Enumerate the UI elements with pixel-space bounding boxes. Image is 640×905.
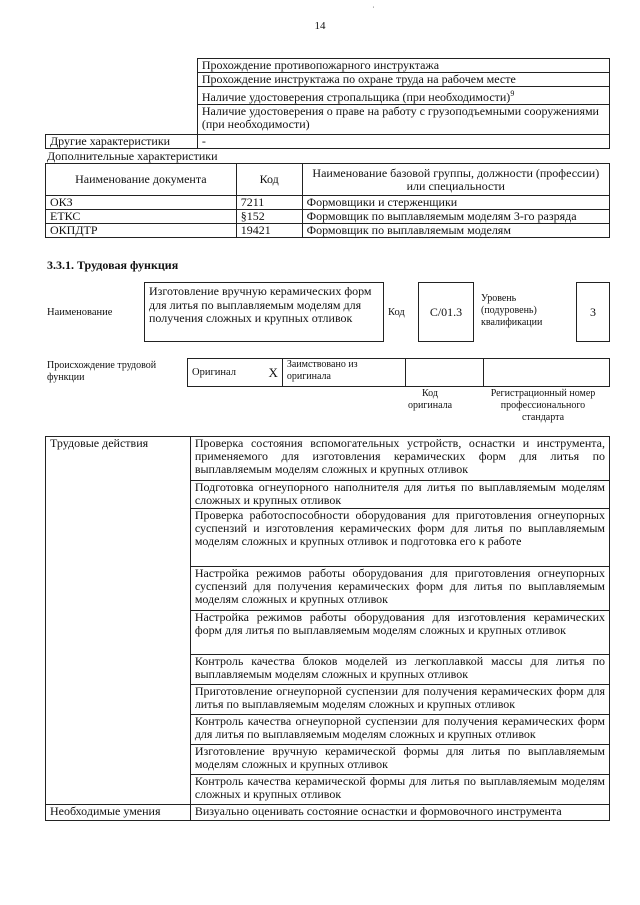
reg-number-label: Регистрационный номер профессионального стандарта (490, 388, 596, 423)
other-characteristics-label: Другие характеристики (46, 135, 198, 149)
additional-title: Дополнительные характеристики (47, 149, 218, 163)
skill-item: Визуально оценивать состояние оснастки и формовочного инструмента (190, 805, 609, 821)
col-header-name: Наименование базовой группы, должности (профессии) или специальности (302, 164, 609, 196)
requirement-item: Наличие удостоверения о праве на работу с грузоподъемными сооружениями (при необходимости) (197, 105, 609, 135)
requirement-item: Прохождение инструктажа по охране труда на рабочем месте (197, 73, 609, 87)
action-item: Контроль качества блоков моделей из легкоплавкой массы для литья по выплавляемым моделям сложных и крупных отливок (190, 655, 609, 685)
skills-label: Необходимые умения (46, 805, 191, 821)
action-item: Контроль качества керамической формы для литья по выплавляемым моделям сложных и крупных отливок (190, 775, 609, 805)
code-label: Код (388, 307, 405, 318)
function-name: Изготовление вручную керамических форм для литья по выплавляемым моделям для получения сложных и крупных отливок (149, 284, 372, 325)
table-row: ОКПДТР 19421 Формовщик по выплавляемым моделям (46, 224, 610, 238)
section-heading: 3.3.1. Трудовая функция (47, 258, 179, 272)
actions-table (45, 436, 610, 821)
footnote-mark: 9 (510, 89, 515, 98)
origin-table (187, 358, 610, 387)
requirements-table (45, 58, 610, 149)
original-cell (188, 359, 283, 387)
level-value: 3 (590, 304, 596, 319)
additional-table (45, 163, 610, 238)
level-value-box (576, 282, 610, 342)
code-original-label: Код оригинала (407, 388, 453, 411)
requirement-item: Наличие удостоверения стропальщика (при необходимости)$^9$ (197, 87, 609, 105)
table-row: ОКЗ 7211 Формовщики и стерженщики (46, 196, 610, 210)
code-original-cell (405, 359, 484, 387)
original-mark: X (268, 365, 278, 380)
name-label: Наименование (47, 307, 113, 318)
reg-number-cell (484, 359, 610, 387)
action-item: Проверка работоспособности оборудования для приготовления огнеупорных суспензий и изготовления керамических форм для литья по выплавляемым моделям сложных и крупных отливок и подготовка его к работе (190, 509, 609, 567)
origin-label: Происхождение трудовой функции (47, 360, 157, 383)
function-code-box (418, 282, 474, 342)
action-item: Настройка режимов работы оборудования для изготовления керамических форм для литья по выплавляемым моделям сложных и крупных отливок (190, 611, 609, 655)
requirement-item: Прохождение противопожарного инструктажа (197, 59, 609, 73)
actions-label: Трудовые действия (46, 437, 191, 805)
col-header-doc: Наименование документа (46, 164, 237, 196)
other-characteristics-value: - (197, 135, 609, 149)
action-item: Настройка режимов работы оборудования для приготовления огнеупорных суспензий для получения керамических форм для литья по выплавляемым моделям сложных и крупных отливок (190, 567, 609, 611)
action-item: Проверка состояния вспомогательных устройств, оснастки и инструмента, применяемого для изготовления керамических форм для литья по выплавляемым моделям сложных и крупных отливок (190, 437, 609, 481)
page-mark: ˙ (372, 5, 375, 14)
requirements-empty-cell (46, 59, 198, 73)
level-label: Уровень (подуровень) квалификации (481, 293, 543, 328)
action-item: Подготовка огнеупорного наполнителя для литья по выплавляемым моделям сложных и крупных отливок (190, 481, 609, 509)
action-item: Изготовление вручную керамической формы для литья по выплавляемым моделям сложных и крупных отливок (190, 745, 609, 775)
function-code: С/01.3 (429, 304, 463, 319)
table-row: ЕТКС §152 Формовщик по выплавляемым моделям 3-го разряда (46, 210, 610, 224)
action-item: Контроль качества огнеупорной суспензии для получения керамических форм для литья по выплавляемым моделям сложных и крупных отливок (190, 715, 609, 745)
borrowed-label: Заимствовано из оригинала (282, 359, 405, 387)
function-name-box (144, 282, 384, 342)
original-label: Оригинал (192, 367, 236, 378)
action-item: Приготовление огнеупорной суспензии для получения керамических форм для литья по выплавляемым моделям сложных и крупных отливок (190, 685, 609, 715)
col-header-code: Код (236, 164, 302, 196)
page-number: 14 (314, 20, 326, 32)
